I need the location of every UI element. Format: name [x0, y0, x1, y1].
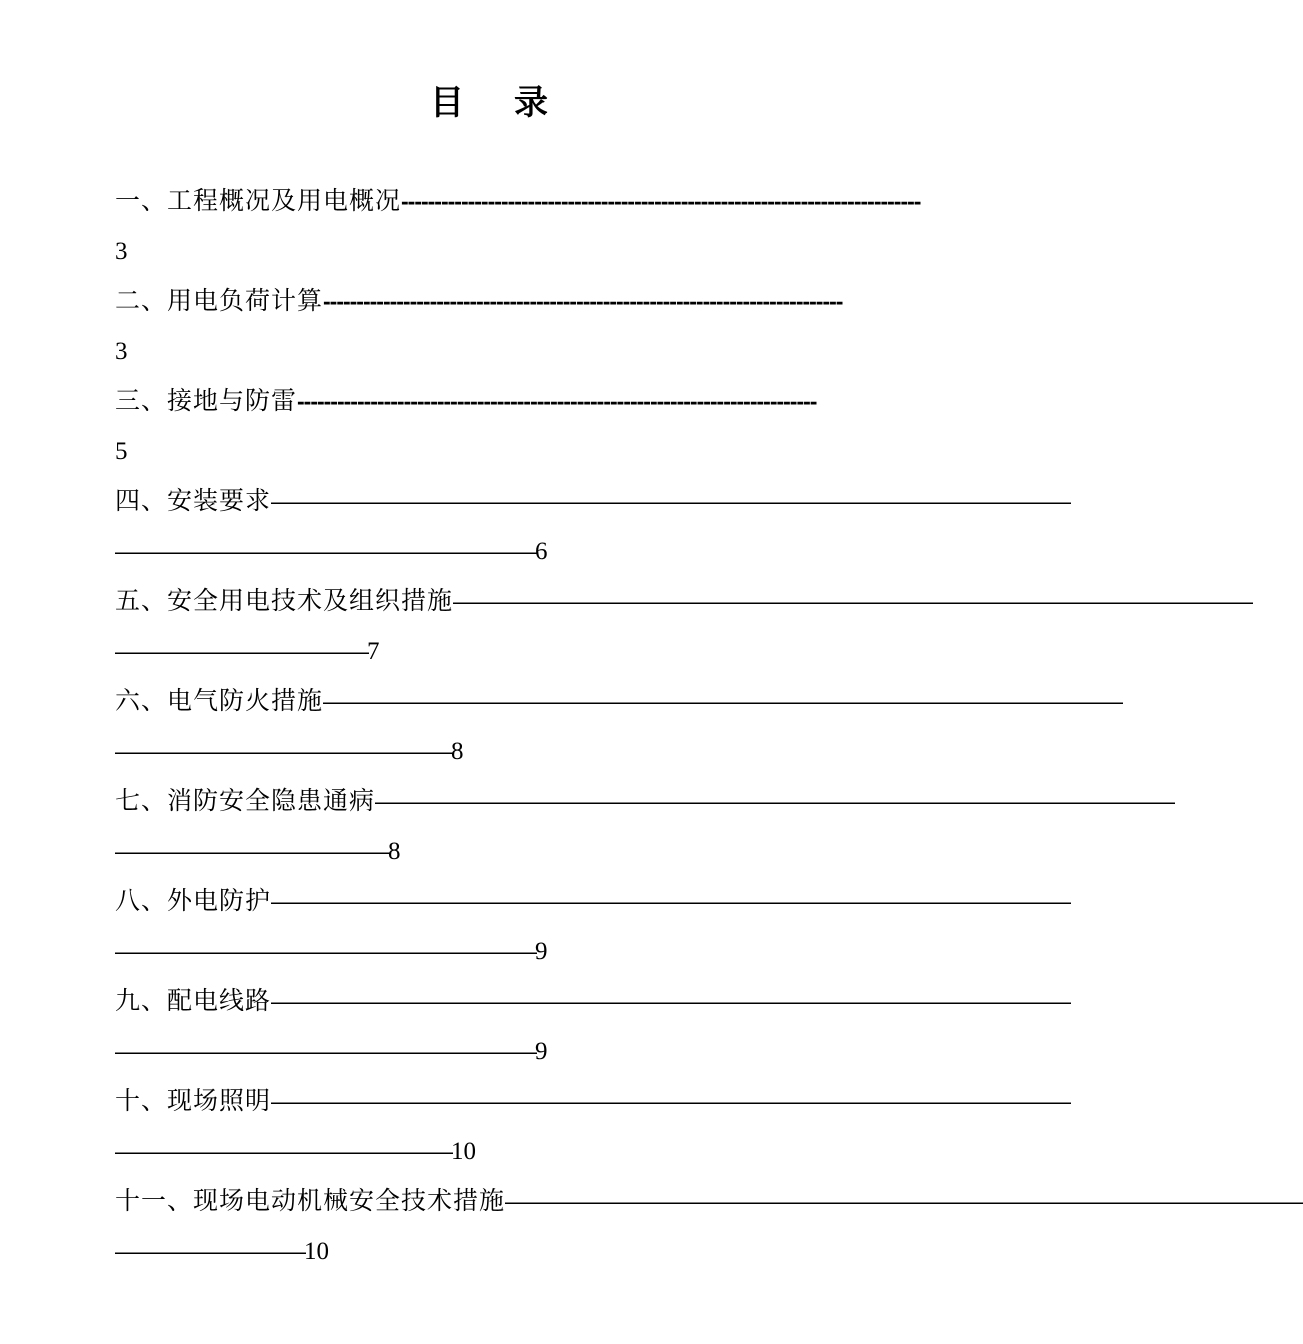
toc-entry-page-line	[115, 626, 859, 676]
toc-entry-heading-line	[115, 1076, 1070, 1126]
toc-entry[interactable]	[115, 176, 921, 276]
toc-entry-page-number: 5	[115, 438, 128, 465]
toc-entry-leader: ——————————————————————————————————————	[323, 688, 1122, 714]
toc-entry-page-line	[115, 1226, 859, 1276]
toc-entry[interactable]	[115, 876, 1070, 976]
toc-entry-page-line	[115, 426, 859, 476]
toc-entry-leader-continuation: ————————————————————	[115, 538, 535, 564]
toc-entry[interactable]	[115, 1076, 1070, 1176]
toc-entry-page-number: 9	[535, 1038, 548, 1065]
toc-entry-heading-line	[115, 1176, 1303, 1226]
toc-entry[interactable]	[115, 476, 1070, 576]
toc-entry-heading-line	[115, 876, 1070, 926]
table-of-contents	[115, 176, 1303, 1276]
toc-entry-label: 三、接地与防雷	[115, 386, 298, 415]
toc-entry-label: 二、用电负荷计算	[115, 286, 324, 315]
toc-entry-leader: ------------------------------------------------------------------------------	[297, 388, 817, 414]
toc-entry-page-line	[115, 1126, 859, 1176]
toc-entry-label: 十、现场照明	[115, 1086, 272, 1115]
toc-entry-heading-line	[115, 276, 859, 326]
toc-entry-page-line	[115, 526, 859, 576]
toc-entry-page-line	[115, 926, 859, 976]
toc-entry-page-number: 3	[115, 338, 128, 365]
toc-entry-heading-line	[115, 576, 1252, 626]
page-title	[0, 78, 950, 128]
toc-entry-heading-line	[115, 976, 1070, 1026]
toc-entry-label: 六、电气防火措施	[115, 686, 324, 715]
toc-entry-leader-continuation: —————————	[115, 1238, 304, 1264]
toc-entry-leader: ——————————————————————————————————————	[271, 1088, 1070, 1114]
toc-entry-leader: ——————————————————————————————————————	[271, 488, 1070, 514]
title-char-1: 目	[430, 83, 464, 123]
toc-entry-leader: ——————————————————————————————————————	[453, 588, 1252, 614]
toc-entry-label: 八、外电防护	[115, 886, 272, 915]
toc-entry-page-number: 10	[304, 1238, 329, 1265]
toc-entry-label: 九、配电线路	[115, 986, 272, 1015]
toc-entry-heading-line	[115, 776, 1174, 826]
toc-entry-page-line	[115, 826, 859, 876]
toc-entry-heading-line	[115, 376, 859, 426]
toc-entry-label: 一、工程概况及用电概况	[115, 186, 402, 215]
toc-entry-page-number: 3	[115, 238, 128, 265]
toc-entry-leader-continuation: ————————————————	[115, 738, 451, 764]
toc-entry-label: 五、安全用电技术及组织措施	[115, 586, 454, 615]
toc-entry-page-line	[115, 226, 859, 276]
toc-entry-label: 四、安装要求	[115, 486, 272, 515]
toc-entry-leader-continuation: ————————————————————	[115, 1038, 535, 1064]
toc-entry-page-line	[115, 726, 859, 776]
toc-entry[interactable]	[115, 1176, 1303, 1276]
toc-entry-leader: ——————————————————————————————————————	[271, 888, 1070, 914]
toc-entry-page-line	[115, 326, 859, 376]
toc-entry-leader: ——————————————————————————————————————	[505, 1188, 1303, 1214]
toc-entry-leader: ------------------------------------------------------------------------------	[323, 288, 843, 314]
toc-entry[interactable]	[115, 276, 859, 376]
toc-entry-page-number: 8	[388, 838, 401, 865]
toc-entry-leader-continuation: ————————————————	[115, 1138, 451, 1164]
toc-entry[interactable]	[115, 376, 859, 476]
toc-entry-page-line	[115, 1026, 859, 1076]
toc-entry-page-number: 9	[535, 938, 548, 965]
toc-entry[interactable]	[115, 976, 1070, 1076]
toc-entry-heading-line	[115, 476, 1070, 526]
toc-entry-leader: ——————————————————————————————————————	[271, 988, 1070, 1014]
toc-entry-heading-line	[115, 176, 921, 226]
toc-entry-heading-line	[115, 676, 1122, 726]
toc-entry-leader: ——————————————————————————————————————	[375, 788, 1174, 814]
toc-entry[interactable]	[115, 576, 1252, 676]
toc-entry[interactable]	[115, 676, 1122, 776]
toc-entry-page-number: 10	[451, 1138, 476, 1165]
toc-entry-leader-continuation: ————————————	[115, 638, 367, 664]
toc-entry-label: 七、消防安全隐患通病	[115, 786, 376, 815]
toc-entry-leader-continuation: ————————————————————	[115, 938, 535, 964]
toc-entry-page-number: 8	[451, 738, 464, 765]
title-char-2: 录	[514, 83, 548, 123]
toc-entry-page-number: 6	[535, 538, 548, 565]
toc-entry-page-number: 7	[367, 638, 380, 665]
toc-entry-leader-continuation: —————————————	[115, 838, 388, 864]
toc-entry-leader: ------------------------------------------------------------------------------	[401, 188, 921, 214]
toc-entry-label: 十一、现场电动机械安全技术措施	[115, 1186, 506, 1215]
toc-entry[interactable]	[115, 776, 1174, 876]
